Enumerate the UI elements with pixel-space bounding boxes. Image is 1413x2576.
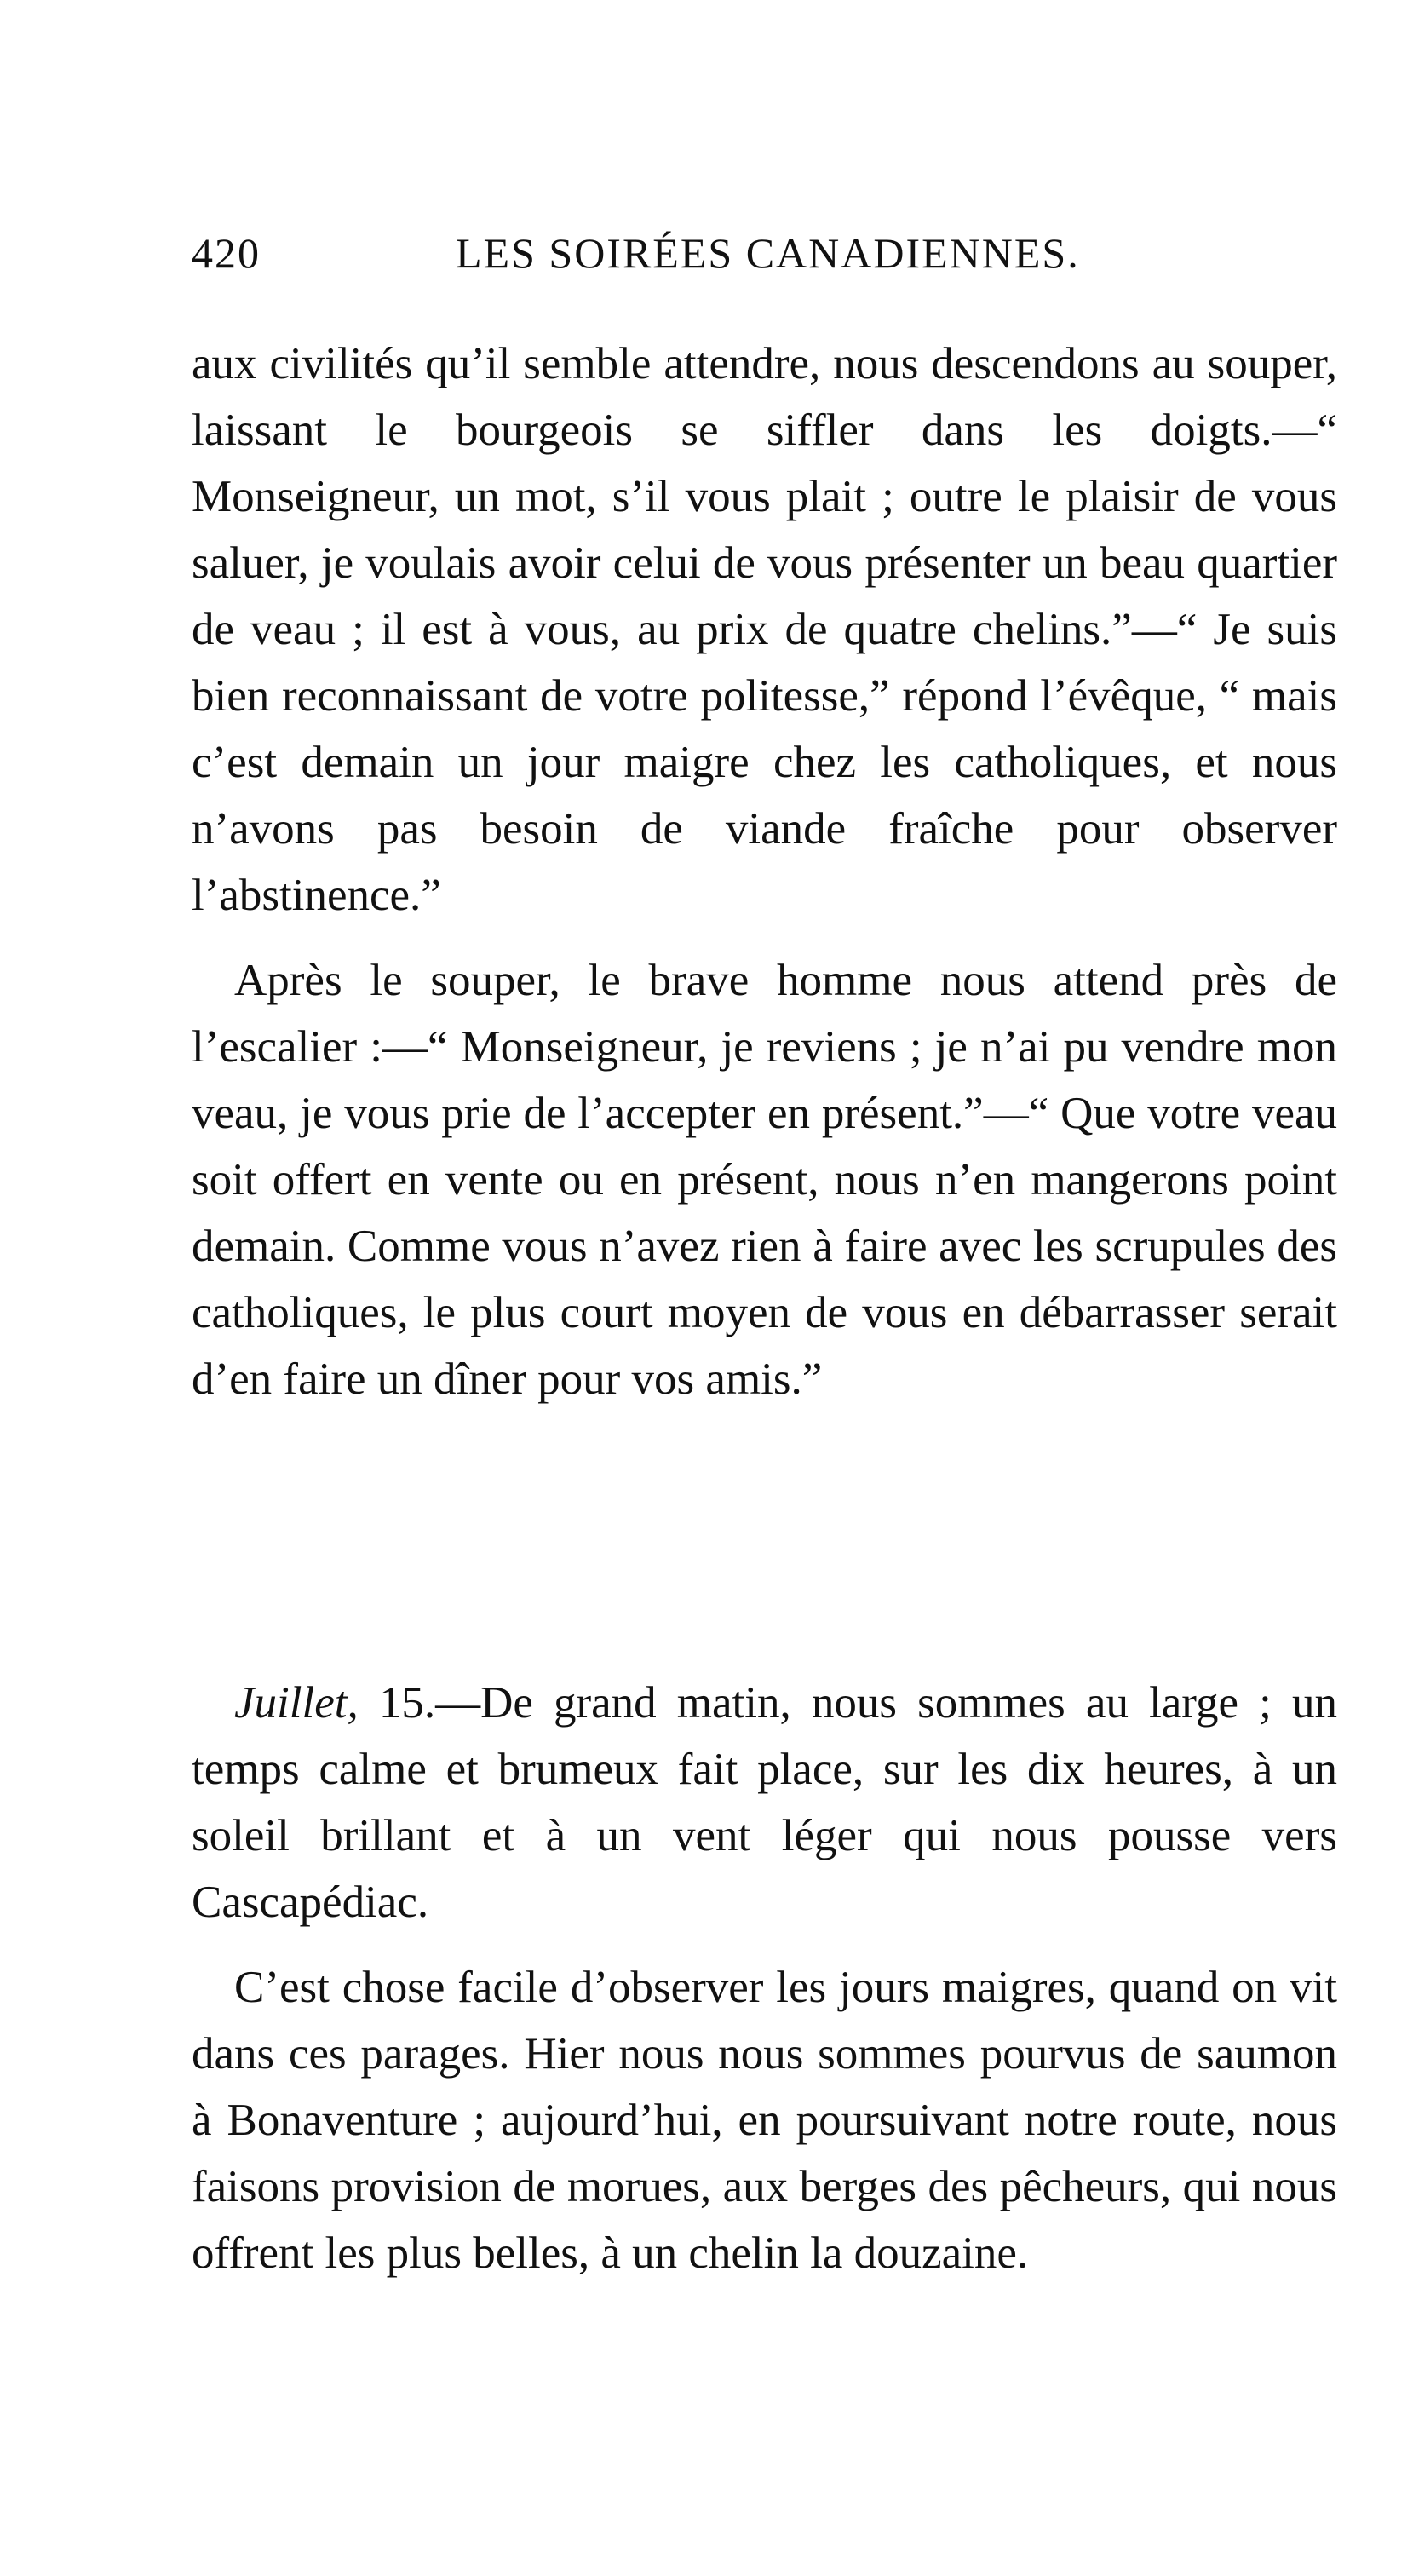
- entry-text: 15.—De grand matin, nous sommes au large ; un temps calme et brumeux fait place, sur les dix heures, à un soleil brillant et à un vent léger qui nous pousse vers Cascapédiac.: [192, 1678, 1337, 1927]
- book-title: LES SOIRÉES CANADIENNES.: [456, 229, 1080, 277]
- paragraph-jours-maigres: C’est chose facile d’observer les jours maigres, quand on vit dans ces parages. Hier nous nous sommes pourvus de saumon à Bonaventure ; aujourd’hui, en poursuivant notre route, nous faisons provision de morues, aux berges des pêcheurs, qui nous offrent les plus belles, à un chelin la douzaine.: [192, 1963, 1337, 2278]
- text-block-1: [192, 331, 1337, 1431]
- diary-entry: [192, 1670, 1337, 1935]
- page-number: 420: [192, 229, 261, 277]
- paragraph-continued: aux civilités qu’il semble attendre, nous descendons au souper, laissant le bourgeois se siffler dans les doigts.—“ Monseigneur, un mot, s’il vous plait ; outre le plaisir de vous saluer, je voulais avoir celui de vous présenter un beau quartier de veau ; il est à vous, au prix de quatre chelins.”—“ Je suis bien reconnaissant de votre politesse,” répond l’évêque, “ mais c’est demain un jour maigre chez les catholiques, et nous n’avons pas besoin de viande fraîche pour observer l’abstinence.”: [192, 339, 1337, 920]
- entry-date: Juillet,: [234, 1678, 359, 1728]
- running-head: [192, 228, 1337, 288]
- text-block-2: [192, 1670, 1337, 2305]
- paragraph-souper: Après le souper, le brave homme nous attend près de l’escalier :—“ Monseigneur, je reviens ; je n’ai pu vendre mon veau, je vous prie de l’accepter en présent.”—“ Que votre veau soit offert en vente ou en présent, nous n’en mangerons point demain. Comme vous n’avez rien à faire avec les scrupules des catholiques, le plus court moyen de vous en débarrasser serait d’en faire un dîner pour vos amis.”: [192, 956, 1337, 1404]
